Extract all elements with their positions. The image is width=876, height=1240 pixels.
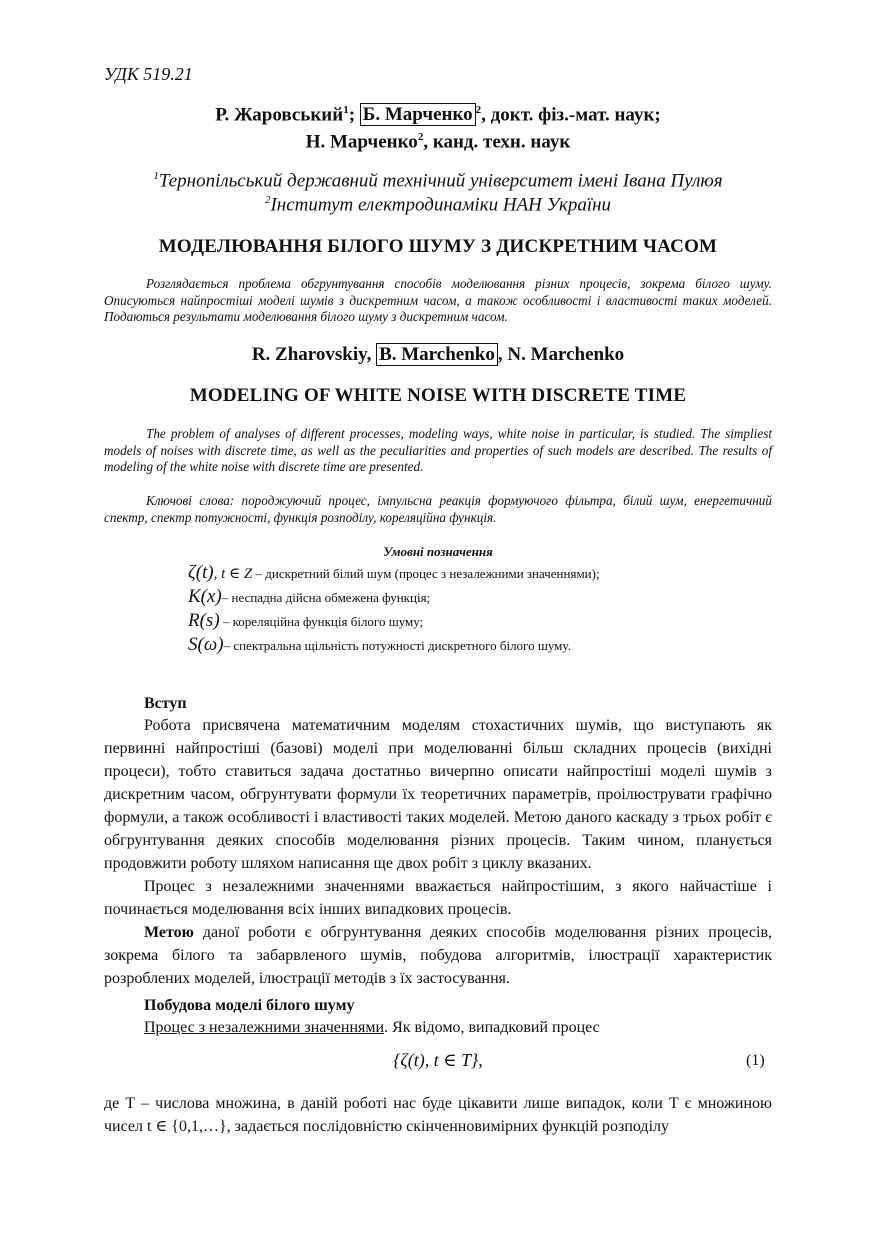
intro-paragraph-3-text: даної роботи є обгрунтування деяких способів моделювання різних процесів, зокрема білого та забарвленого шумів, побудова алгоритмів, ілюстрації характеристик розроблених моделей, ілюстрації методів з їх застосування. [104, 924, 772, 987]
section-model-intro [104, 1016, 772, 1039]
notation-text-3: – кореляційна функція білого шуму; [219, 614, 424, 629]
notation-item-1 [188, 562, 600, 584]
udk-code: УДК 519.21 [104, 64, 193, 84]
authors-en [0, 344, 876, 366]
title-ua: МОДЕЛЮВАННЯ БІЛОГО ШУМУ З ДИСКРЕТНИМ ЧАСОМ [158, 236, 718, 257]
affiliation-2 [0, 194, 876, 216]
notation-item-3 [188, 610, 423, 632]
affiliation-1 [0, 170, 876, 192]
author-1: Р. Жаровський [215, 104, 344, 126]
author-2-degree: , докт. фіз.-мат. наук; [481, 104, 661, 126]
notation-symbol-3: R(s) [188, 610, 220, 631]
section-intro-heading: Вступ [144, 695, 187, 712]
author-en-3: , N. Marchenko [497, 344, 625, 365]
section-model-intro-line [104, 1016, 772, 1039]
author-3: Н. Марченко [305, 131, 418, 153]
affiliation-1-num: 1 [153, 170, 159, 182]
section-model-paragraph-text: де T – числова множина, в даній роботі нас буде цікавити лише випадок, коли T є множиною чисел t ∈ {0,1,…}, задається послідовністю скінченновимірних функцій розподілу [104, 1095, 772, 1135]
abstract-en: The problem of analyses of different processes, modeling ways, white noise in particular, is studied. The simpliest models of noises with discrete time, as well as the peculiarities and properties of such models are described. The results of modeling of the white noise with discrete time are presented. [104, 426, 772, 474]
author-1-sup: 1 [343, 104, 349, 116]
formula-1-number: (1) [746, 1052, 765, 1069]
notation-text-2: – неспадна дійсна обмежена функція; [221, 590, 431, 605]
intro-paragraph-1: Робота присвячена математичним моделям стохастичних шумів, що виступають як первинні найпростіші (базові) моделі при моделюванні більш складних процесів (вихідні процеси), тобто ставиться задача достатньо вичерпно описати найпростіші моделі шумів з дискретним часом, обгрунтувати формули їх теоретичних параметрів, проілюструвати графічно формули, а також особливості і властивості таких моделей. Метою даного каскаду з трьох робіт є обгрунтування деяких способів моделювання різних процесів. Таким чином, планується продовжити роботу шляхом написання ще двох робіт з циклу вказаних. [104, 717, 772, 872]
notation-symbol-2: K(x) [188, 586, 222, 607]
authors-ua-line2 [0, 131, 876, 153]
notation-text-4: – спектральна щільність потужності дискретного білого шуму. [223, 638, 571, 653]
formula-1: {ζ(t), t ∈ T}, [393, 1050, 483, 1070]
author-3-sup: 2 [417, 131, 424, 143]
affiliation-1-text: Тернопільський державний технічний університет імені Івана Пулюя [158, 170, 723, 192]
author-en-1: R. Zharovskiy, [251, 344, 372, 365]
intro-paragraph-3 [104, 921, 772, 990]
section-intro-body [104, 714, 772, 990]
notation-extra-1: , t ∈ Z [213, 566, 253, 582]
notation-symbol-4: S(ω) [188, 634, 224, 655]
abstract-ua: Розглядається проблема обгрунтування способів моделювання різних процесів, зокрема білого шуму. Описуються найпростіші моделі шумів з дискретним часом, а також особливості і властивості таких моделей. Подаються результати моделювання білого шуму з дискретним часом. [104, 276, 772, 324]
intro-paragraph-2: Процес з незалежними значеннями вважається найпростішим, з якого найчастіше і починається моделювання всіх інших випадкових процесів. [104, 878, 772, 918]
keywords: Ключові слова: породжуючий процес, імпульсна реакція формуючого фільтра, білий шум, енергетичний спектр, спектр потужності, функція розподілу, кореляційна функція. [104, 493, 772, 525]
author-2-boxed: Б. Марченко [360, 103, 476, 126]
intro-purpose-bold: Метою [144, 924, 194, 941]
affiliation-2-num: 2 [264, 194, 271, 206]
affiliation-2-text: Інститут електродинаміки НАН України [270, 194, 612, 216]
title-en: MODELING OF WHITE NOISE WITH DISCRETE TIME [189, 385, 687, 406]
author-3-degree: , канд. техн. наук [423, 131, 571, 153]
notation-symbol-1: ζ(t) [188, 562, 214, 583]
author-2-sup: 2 [475, 104, 482, 116]
section-model-heading: Побудова моделі білого шуму [144, 997, 355, 1014]
underlined-term: Процес з незалежними значеннями [144, 1019, 385, 1036]
notation-item-4 [188, 634, 571, 656]
notation-item-2 [188, 586, 430, 608]
authors-ua-line1: Р. Жаровський$^1$; Б. Марченко $^2$, докт. фіз.-мат. наук; [215, 104, 661, 126]
notation-title: Умовні позначення [383, 544, 493, 559]
section-model-paragraph [104, 1092, 772, 1138]
notation-text-1: – дискретний білий шум (процес з незалежними значеннями); [252, 566, 600, 581]
section-model-intro-text: . Як відомо, випадковий процес [384, 1019, 600, 1036]
author-en-2-boxed: B. Marchenko [376, 343, 498, 366]
